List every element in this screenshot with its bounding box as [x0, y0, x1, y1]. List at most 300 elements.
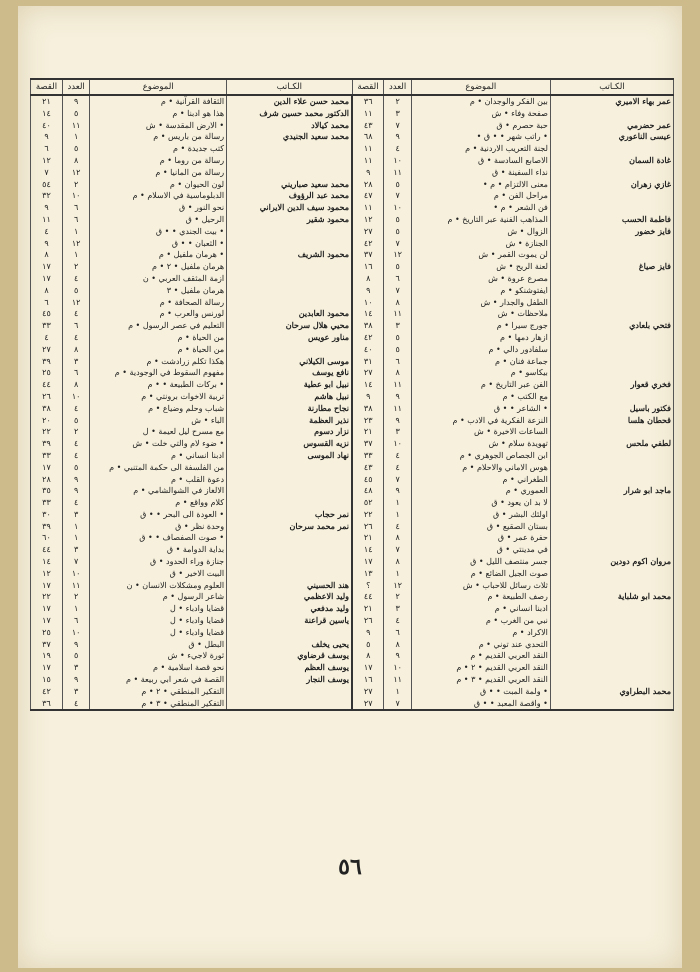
right-issue-cell: ٨ — [384, 556, 411, 568]
right-topic-cell: الطغراني • م — [411, 474, 550, 486]
right-topic-cell: جورج سيرا • م — [411, 320, 550, 332]
left-topic-cell: قضايا وادباء • ل — [90, 603, 227, 615]
header-page-right: القصة — [352, 79, 384, 95]
right-issue-cell: ١١ — [384, 167, 411, 179]
left-author-cell: يحيى يخلف — [227, 639, 352, 651]
left-issue-cell: ١ — [62, 603, 89, 615]
right-page-cell: ٦٨ — [352, 131, 384, 143]
left-topic-cell: دعوة القلب • م — [90, 474, 227, 486]
table-row — [31, 226, 674, 238]
left-author-cell: موسى الكيلاني — [227, 356, 352, 368]
page — [18, 6, 682, 968]
right-topic-cell: الاكراد • م — [411, 627, 550, 639]
left-page-cell: ٣٩ — [31, 356, 63, 368]
right-page-cell: ٤٢ — [352, 238, 384, 250]
right-page-cell: ١١ — [352, 155, 384, 167]
right-topic-cell: الطفل والجدار • ش — [411, 297, 550, 309]
left-issue-cell: ٩ — [62, 474, 89, 486]
right-issue-cell: ١٠ — [384, 155, 411, 167]
left-page-cell: ٦ — [31, 143, 63, 155]
table-row — [31, 391, 674, 403]
table-row — [31, 379, 674, 391]
table-row — [31, 568, 674, 580]
left-page-cell: ١٧ — [31, 462, 63, 474]
right-topic-cell: صوت الجبل الضائع • م — [411, 568, 550, 580]
right-page-cell: ٣٣ — [352, 450, 384, 462]
left-issue-cell: ٦ — [62, 320, 89, 332]
table-row — [31, 450, 674, 462]
left-issue-cell: ١١ — [62, 120, 89, 132]
left-topic-cell: رسالة من روما • م — [90, 155, 227, 167]
right-topic-cell: ثلاث رسائل للاحباب • ش — [411, 580, 550, 592]
right-topic-cell: النقد العربي القديم • م — [411, 650, 550, 662]
left-issue-cell: ١٢ — [62, 167, 89, 179]
left-topic-cell: تربية الاخوات برونتي • م — [90, 391, 227, 403]
left-issue-cell: ٤ — [62, 450, 89, 462]
left-page-cell: ٤٤ — [31, 379, 63, 391]
right-author-cell: فكتور باسيل — [550, 403, 673, 415]
right-page-cell: ٤٧ — [352, 190, 384, 202]
right-topic-cell: • واقصة المعبد • • ق — [411, 698, 550, 711]
left-topic-cell: • العودة الى البحر • • ق — [90, 509, 227, 521]
left-topic-cell: جنازة وراء الحدود • ق — [90, 556, 227, 568]
left-page-cell: ٦٠ — [31, 532, 63, 544]
right-author-cell — [550, 497, 673, 509]
right-topic-cell: لا بد ان يعود • ق — [411, 497, 550, 509]
left-topic-cell: ازمة المثقف العربي • ن — [90, 273, 227, 285]
left-topic-cell: ثورة لاجيء • ش — [90, 650, 227, 662]
left-issue-cell: ٨ — [62, 344, 89, 356]
right-topic-cell: لن يموت القمر • ش — [411, 249, 550, 261]
header-topic-left: الموضوع — [90, 79, 227, 95]
left-page-cell: ٦ — [31, 297, 63, 309]
left-page-cell: ٢٨ — [31, 474, 63, 486]
left-issue-cell: ٦ — [62, 202, 89, 214]
table-row — [31, 273, 674, 285]
left-author-cell: نجاح مطارنة — [227, 403, 352, 415]
left-page-cell: ٢٥ — [31, 627, 63, 639]
left-issue-cell: ١١ — [62, 580, 89, 592]
left-topic-cell: بداية الدوامة • ق — [90, 544, 227, 556]
right-author-cell — [550, 108, 673, 120]
left-author-cell: محمد سعيد الجنيدي — [227, 131, 352, 143]
right-issue-cell: ٦ — [384, 627, 411, 639]
right-author-cell: فخري قعوار — [550, 379, 673, 391]
table-row — [31, 474, 674, 486]
left-issue-cell: ١٠ — [62, 568, 89, 580]
left-issue-cell: ٨ — [62, 379, 89, 391]
right-issue-cell: ٧ — [384, 698, 411, 711]
right-issue-cell: ٩ — [384, 391, 411, 403]
right-topic-cell: ادبنا انساني • م — [411, 603, 550, 615]
left-author-cell: هند الحسيني — [227, 580, 352, 592]
right-author-cell — [550, 627, 673, 639]
right-topic-cell: في مدينتي • ق — [411, 544, 550, 556]
table-row — [31, 179, 674, 191]
right-page-cell: ؟ — [352, 580, 384, 592]
left-author-cell — [227, 485, 352, 497]
left-issue-cell: ٣ — [62, 686, 89, 698]
left-author-cell: نافع يوسف — [227, 367, 352, 379]
left-issue-cell: ١ — [62, 249, 89, 261]
left-page-cell: ٢٢ — [31, 591, 63, 603]
right-author-cell — [550, 273, 673, 285]
left-issue-cell: ٢ — [62, 591, 89, 603]
table-row — [31, 674, 674, 686]
left-topic-cell: كتب جديدة • م — [90, 143, 227, 155]
left-issue-cell: ١٢ — [62, 297, 89, 309]
left-author-cell: نبيل هاشم — [227, 391, 352, 403]
right-author-cell — [550, 297, 673, 309]
right-topic-cell: اولئك البشر • ق — [411, 509, 550, 521]
right-issue-cell: ٤ — [384, 521, 411, 533]
page-number: ٥٦ — [338, 854, 362, 880]
right-issue-cell: ٥ — [384, 226, 411, 238]
left-topic-cell: ادبنا انساني • م — [90, 450, 227, 462]
right-issue-cell: ٩ — [384, 415, 411, 427]
right-page-cell: ١٤ — [352, 379, 384, 391]
right-topic-cell: سلفادور دالي • م — [411, 344, 550, 356]
left-issue-cell: ١ — [62, 226, 89, 238]
table-row — [31, 320, 674, 332]
left-topic-cell: نحو قصة اسلامية • م — [90, 662, 227, 674]
right-topic-cell: ازهار دمها • م — [411, 332, 550, 344]
right-topic-cell: حبة حصرم • ق — [411, 120, 550, 132]
right-author-cell — [550, 509, 673, 521]
right-issue-cell: ٣ — [384, 320, 411, 332]
right-issue-cell: ٥ — [384, 332, 411, 344]
left-page-cell: ٣٦ — [31, 698, 63, 711]
right-page-cell: ٩ — [352, 167, 384, 179]
right-topic-cell: الجنازة • ش — [411, 238, 550, 250]
left-topic-cell: لورنس والعرب • م — [90, 308, 227, 320]
right-page-cell: ٨ — [352, 650, 384, 662]
right-page-cell: ٤٤ — [352, 591, 384, 603]
left-topic-cell: • بركات الطبيعة • • م — [90, 379, 227, 391]
left-author-cell — [227, 627, 352, 639]
left-issue-cell: ٩ — [62, 674, 89, 686]
right-page-cell: ١٧ — [352, 662, 384, 674]
right-topic-cell: النقد العربي القديم • ٣ • م — [411, 674, 550, 686]
right-page-cell: ٢٧ — [352, 686, 384, 698]
right-page-cell: ٤٢ — [352, 332, 384, 344]
left-page-cell: ١٧ — [31, 273, 63, 285]
left-issue-cell: ٥ — [62, 650, 89, 662]
left-issue-cell: ٢ — [62, 426, 89, 438]
right-author-cell — [550, 462, 673, 474]
table-row — [31, 332, 674, 344]
left-page-cell: ١٧ — [31, 662, 63, 674]
right-page-cell: ١٠ — [352, 297, 384, 309]
left-issue-cell: ١ — [62, 131, 89, 143]
left-page-cell: ٣٠ — [31, 509, 63, 521]
left-author-cell: محمود سيف الدين الايراني — [227, 202, 352, 214]
right-issue-cell: ٧ — [384, 544, 411, 556]
right-author-cell: غادة السمان — [550, 155, 673, 167]
right-page-cell: ٤٠ — [352, 344, 384, 356]
left-author-cell — [227, 686, 352, 698]
right-issue-cell: ١ — [384, 686, 411, 698]
right-page-cell: ٢٧ — [352, 226, 384, 238]
right-page-cell: ١٤ — [352, 308, 384, 320]
right-page-cell: ٢٢ — [352, 509, 384, 521]
right-page-cell: ٢٧ — [352, 367, 384, 379]
left-page-cell: ٢٧ — [31, 344, 63, 356]
right-author-cell — [550, 698, 673, 711]
left-topic-cell: • هرمان ملفيل • م — [90, 249, 227, 261]
right-issue-cell: ٣ — [384, 108, 411, 120]
left-page-cell: ١١ — [31, 214, 63, 226]
right-author-cell: محمد ابو شلباية — [550, 591, 673, 603]
right-author-cell — [550, 249, 673, 261]
left-issue-cell: ١٠ — [62, 627, 89, 639]
right-issue-cell: ٨ — [384, 367, 411, 379]
right-topic-cell: لعنة الريح • ش — [411, 261, 550, 273]
left-author-cell: نزار دسوم — [227, 426, 352, 438]
right-page-cell: ٣٨ — [352, 403, 384, 415]
left-topic-cell: شباب وحلم وضياع • م — [90, 403, 227, 415]
right-page-cell: ٢٦ — [352, 615, 384, 627]
right-topic-cell: نبي من الغرب • م — [411, 615, 550, 627]
right-issue-cell: ٢ — [384, 591, 411, 603]
left-topic-cell: العلوم ومشكلات الانسان • ن — [90, 580, 227, 592]
left-issue-cell: ١ — [62, 532, 89, 544]
left-page-cell: ١٧ — [31, 580, 63, 592]
left-author-cell — [227, 568, 352, 580]
right-issue-cell: ٦ — [384, 356, 411, 368]
left-page-cell: ٢٦ — [31, 391, 63, 403]
left-page-cell: ١٤ — [31, 108, 63, 120]
left-page-cell: ٩ — [31, 131, 63, 143]
header-topic-right: الموضوع — [411, 79, 550, 95]
left-author-cell: محيي هلال سرحان — [227, 320, 352, 332]
table-row — [31, 131, 674, 143]
table-row — [31, 544, 674, 556]
table-row — [31, 214, 674, 226]
left-topic-cell: • الارض المقدسة • ش — [90, 120, 227, 132]
right-topic-cell: جماعة فنان • م — [411, 356, 550, 368]
right-topic-cell: بيكاسو • م — [411, 367, 550, 379]
table-row — [31, 639, 674, 651]
right-author-cell — [550, 143, 673, 155]
table-row — [31, 367, 674, 379]
right-author-cell — [550, 426, 673, 438]
right-issue-cell: ٩ — [384, 485, 411, 497]
right-topic-cell: تهويدة سلام • ش — [411, 438, 550, 450]
left-author-cell — [227, 261, 352, 273]
table-row — [31, 202, 674, 214]
table-row — [31, 426, 674, 438]
right-topic-cell: صفحة وفاء • ش — [411, 108, 550, 120]
table-row — [31, 356, 674, 368]
right-topic-cell: ابن الجصاص الجوهري • م — [411, 450, 550, 462]
table-row — [31, 167, 674, 179]
left-page-cell: ٥٤ — [31, 179, 63, 191]
table-row — [31, 190, 674, 202]
left-page-cell: ٤٤ — [31, 544, 63, 556]
right-topic-cell: نداء السفينة • ق — [411, 167, 550, 179]
right-topic-cell: النقد العربي القديم • ٢ • م — [411, 662, 550, 674]
table-row — [31, 686, 674, 698]
right-page-cell: ٣٨ — [352, 320, 384, 332]
left-author-cell: الدكتور محمد حسين شرف — [227, 108, 352, 120]
right-page-cell: ٣١ — [352, 356, 384, 368]
left-issue-cell: ٦ — [62, 615, 89, 627]
left-page-cell: ٢٠ — [31, 415, 63, 427]
left-topic-cell: مفهوم السقوط في الوجودية • م — [90, 367, 227, 379]
left-page-cell: ٤ — [31, 226, 63, 238]
right-issue-cell: ٤ — [384, 143, 411, 155]
right-author-cell — [550, 190, 673, 202]
table-row — [31, 497, 674, 509]
right-page-cell: ١٧ — [352, 556, 384, 568]
left-topic-cell: نحو النور • ق — [90, 202, 227, 214]
right-page-cell: ٣٦ — [352, 95, 384, 108]
left-page-cell: ٣٨ — [31, 403, 63, 415]
left-author-cell: نمر حجاب — [227, 509, 352, 521]
right-author-cell — [550, 332, 673, 344]
left-author-cell — [227, 532, 352, 544]
index-table-container — [30, 78, 674, 711]
right-page-cell: ١٢ — [352, 214, 384, 226]
left-author-cell: يوسف النجار — [227, 674, 352, 686]
left-topic-cell: التفكير المنطقي • ٣ • م — [90, 698, 227, 711]
left-author-cell — [227, 698, 352, 711]
left-page-cell: ٩ — [31, 238, 63, 250]
right-page-cell: ١١ — [352, 143, 384, 155]
right-author-cell — [550, 450, 673, 462]
left-issue-cell: ٩ — [62, 485, 89, 497]
right-topic-cell: النزعة الفكرية في الادب • م — [411, 415, 550, 427]
left-page-cell: ٤٢ — [31, 686, 63, 698]
right-issue-cell: ١٠ — [384, 662, 411, 674]
table-row — [31, 603, 674, 615]
right-topic-cell: بين الفكر والوجدان • م — [411, 95, 550, 108]
right-topic-cell: مصرع عروة • ش — [411, 273, 550, 285]
left-author-cell — [227, 344, 352, 356]
right-issue-cell: ٥ — [384, 344, 411, 356]
right-author-cell — [550, 356, 673, 368]
table-row — [31, 403, 674, 415]
left-issue-cell: ٩ — [62, 95, 89, 108]
right-topic-cell: • راتب شهر • • ق • — [411, 131, 550, 143]
right-topic-cell: • الشاعر • • ق — [411, 403, 550, 415]
left-issue-cell: ٤ — [62, 273, 89, 285]
left-topic-cell: الباء • ش — [90, 415, 227, 427]
right-author-cell — [550, 639, 673, 651]
right-topic-cell: العموري • م — [411, 485, 550, 497]
left-topic-cell: من الحياة • م — [90, 332, 227, 344]
right-issue-cell: ٧ — [384, 120, 411, 132]
right-topic-cell: هوس الاماني والاحلام • م — [411, 462, 550, 474]
right-author-cell — [550, 603, 673, 615]
right-author-cell — [550, 308, 673, 320]
left-issue-cell: ٢ — [62, 179, 89, 191]
left-topic-cell: الالغاز في الشوالشامي • م — [90, 485, 227, 497]
left-topic-cell: البطل • ق — [90, 639, 227, 651]
right-issue-cell: ١ — [384, 497, 411, 509]
right-issue-cell: ٤ — [384, 462, 411, 474]
right-topic-cell: مع الكتب • م — [411, 391, 550, 403]
right-issue-cell: ١٢ — [384, 249, 411, 261]
left-issue-cell: ٣ — [62, 662, 89, 674]
left-topic-cell: الرحيل • ق — [90, 214, 227, 226]
left-topic-cell: الثقافة القرآنية • م — [90, 95, 227, 108]
header-row — [31, 79, 674, 95]
left-issue-cell: ٣ — [62, 509, 89, 521]
left-author-cell — [227, 143, 352, 155]
left-author-cell: وليد الاعظمي — [227, 591, 352, 603]
right-page-cell: ٥٢ — [352, 497, 384, 509]
left-author-cell — [227, 462, 352, 474]
right-page-cell: ٩ — [352, 285, 384, 297]
header-page-left: القصة — [31, 79, 63, 95]
right-issue-cell: ١١ — [384, 308, 411, 320]
right-author-cell — [550, 238, 673, 250]
table-row — [31, 521, 674, 533]
right-topic-cell: المذاهب الفنية عبر التاريخ • م — [411, 214, 550, 226]
left-topic-cell: هذا هو ادبنا • م — [90, 108, 227, 120]
left-page-cell: ١٩ — [31, 650, 63, 662]
left-issue-cell: ١٢ — [62, 238, 89, 250]
left-issue-cell: ٤ — [62, 308, 89, 320]
right-page-cell: ٢٧ — [352, 698, 384, 711]
table-row — [31, 556, 674, 568]
left-author-cell: محمد كيالاد — [227, 120, 352, 132]
left-topic-cell: • ضوء لام والتي خلت • ش — [90, 438, 227, 450]
left-issue-cell: ٣ — [62, 356, 89, 368]
right-page-cell: ٢١ — [352, 426, 384, 438]
right-author-cell: لطفي ملحس — [550, 438, 673, 450]
left-author-cell: محمود العابدين — [227, 308, 352, 320]
right-topic-cell: معنى الالتزام • م • — [411, 179, 550, 191]
right-page-cell: ٢٦ — [352, 521, 384, 533]
right-issue-cell: ١ — [384, 509, 411, 521]
right-issue-cell: ٥ — [384, 261, 411, 273]
left-issue-cell: ١ — [62, 521, 89, 533]
right-topic-cell: الفن عبر التاريخ • م — [411, 379, 550, 391]
left-page-cell: ٣٣ — [31, 497, 63, 509]
table-row — [31, 308, 674, 320]
right-issue-cell: ١١ — [384, 403, 411, 415]
left-page-cell: ١٢ — [31, 155, 63, 167]
left-author-cell — [227, 297, 352, 309]
index-table — [30, 78, 674, 711]
right-topic-cell: لجنة التعريب الاردنية • م — [411, 143, 550, 155]
left-author-cell — [227, 155, 352, 167]
right-page-cell: ٤٣ — [352, 120, 384, 132]
left-issue-cell: ٥ — [62, 143, 89, 155]
left-topic-cell: التفكير المنطقي • ٢ • م — [90, 686, 227, 698]
right-page-cell: ٢١ — [352, 603, 384, 615]
right-topic-cell: مراحل الفن • م — [411, 190, 550, 202]
left-author-cell: نذير العظمة — [227, 415, 352, 427]
table-row — [31, 344, 674, 356]
left-author-cell: محمود شقير — [227, 214, 352, 226]
left-issue-cell: ٦ — [62, 214, 89, 226]
left-topic-cell: من الحياة • م — [90, 344, 227, 356]
left-author-cell — [227, 273, 352, 285]
left-page-cell: ١٥ — [31, 674, 63, 686]
right-author-cell: فتحي بلعادي — [550, 320, 673, 332]
left-author-cell — [227, 544, 352, 556]
left-issue-cell: ٩ — [62, 639, 89, 651]
left-page-cell: ١٧ — [31, 261, 63, 273]
right-author-cell — [550, 285, 673, 297]
left-issue-cell: ٥ — [62, 462, 89, 474]
table-row — [31, 238, 674, 250]
right-author-cell: فايز خضور — [550, 226, 673, 238]
